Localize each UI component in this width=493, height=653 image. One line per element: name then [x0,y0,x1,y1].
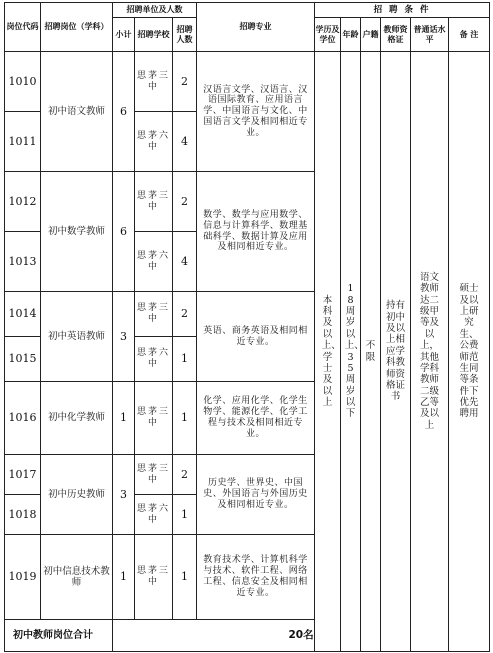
header-code: 岗位代码 [5,3,41,52]
post-name: 初中语文教师 [41,52,113,172]
school-name: 思茅三中 [135,382,173,455]
post-count: 2 [173,52,197,112]
total-row [5,620,490,652]
header-post: 招聘岗位（学科） [41,3,113,52]
post-name: 初中化学教师 [41,382,113,455]
header-unit-group: 招聘单位及人数 [113,3,197,18]
shared-age: 18周岁以上、35周岁以下 [341,52,361,652]
shared-education: 本科及以上、学士及以上 [315,52,341,652]
total-label: 初中教师岗位合计 [5,620,113,652]
post-code: 1011 [5,112,41,172]
post-subtotal: 1 [113,535,135,620]
post-count: 2 [173,292,197,337]
post-major: 汉语言文学、汉语言、汉语国际教育、应用语言学、中国语言与文化、中国语言文学及相同相近专业。 [197,52,315,172]
post-name: 初中信息技术教师 [41,535,113,620]
school-name: 思茅三中 [135,172,173,232]
school-name: 思茅六中 [135,337,173,382]
post-name: 初中历史教师 [41,455,113,535]
post-code: 1012 [5,172,41,232]
post-name: 初中数学教师 [41,172,113,292]
post-count: 2 [173,455,197,495]
header-age: 年龄 [341,18,361,52]
post-count: 1 [173,535,197,620]
post-count: 4 [173,232,197,292]
post-code: 1015 [5,337,41,382]
school-name: 思茅六中 [135,495,173,535]
post-code: 1010 [5,52,41,112]
post-major: 历史学、世界史、中国史、外国语言与外国历史及相同相近专业。 [197,455,315,535]
school-name: 思茅六中 [135,232,173,292]
post-count: 1 [173,382,197,455]
post-code: 1016 [5,382,41,455]
post-code: 1018 [5,495,41,535]
header-hukou: 户籍 [361,18,381,52]
shared-hukou: 不限 [361,52,381,652]
post-code: 1019 [5,535,41,620]
post-major: 教育技术学、计算机科学与技术、软件工程、网络工程、信息安全及相同相近专业。 [197,535,315,620]
header-conditions: 招 聘 条 件 [315,3,490,18]
post-subtotal: 3 [113,292,135,382]
school-name: 思茅六中 [135,112,173,172]
post-major: 数学、数学与应用数学、信息与计算科学、数理基础科学、数据计算及应用及相同相近专业。 [197,172,315,292]
post-code: 1014 [5,292,41,337]
school-name: 思茅三中 [135,292,173,337]
post-code: 1017 [5,455,41,495]
post-count: 1 [173,337,197,382]
header-education: 学历及学位 [315,18,341,52]
header-certificate: 教师资格证 [381,18,411,52]
total-value: 20名 [113,620,490,652]
header-school: 招聘学校 [135,18,173,52]
header-count: 招聘人数 [173,18,197,52]
post-subtotal: 6 [113,52,135,172]
post-major: 化学、应用化学、化学生物学、能源化学、化学工程与技术及相同相近专业。 [197,382,315,455]
header-major: 招聘专业 [197,3,315,52]
post-name: 初中英语教师 [41,292,113,382]
post-code: 1013 [5,232,41,292]
post-count: 2 [173,172,197,232]
post-subtotal: 1 [113,382,135,455]
table-row [5,52,490,112]
header-subtotal: 小计 [113,18,135,52]
shared-certificate: 持有初中及以上相应学科教师资格证书 [381,52,411,652]
post-subtotal: 6 [113,172,135,292]
recruitment-table [4,2,490,652]
post-count: 4 [173,112,197,172]
header-mandarin: 普通话水平 [411,18,449,52]
school-name: 思茅三中 [135,455,173,495]
shared-mandarin: 语文教师达二级甲等及以上，其他学科教师二级乙等及以上 [411,52,449,652]
school-name: 思茅三中 [135,535,173,620]
post-major: 英语、商务英语及相同相近专业。 [197,292,315,382]
shared-remarks: 硕士及以上研究生、公费师范生同等条件下优先聘用 [449,52,490,652]
school-name: 思茅三中 [135,52,173,112]
header-remarks: 备 注 [449,18,490,52]
post-subtotal: 3 [113,455,135,535]
post-count: 1 [173,495,197,535]
